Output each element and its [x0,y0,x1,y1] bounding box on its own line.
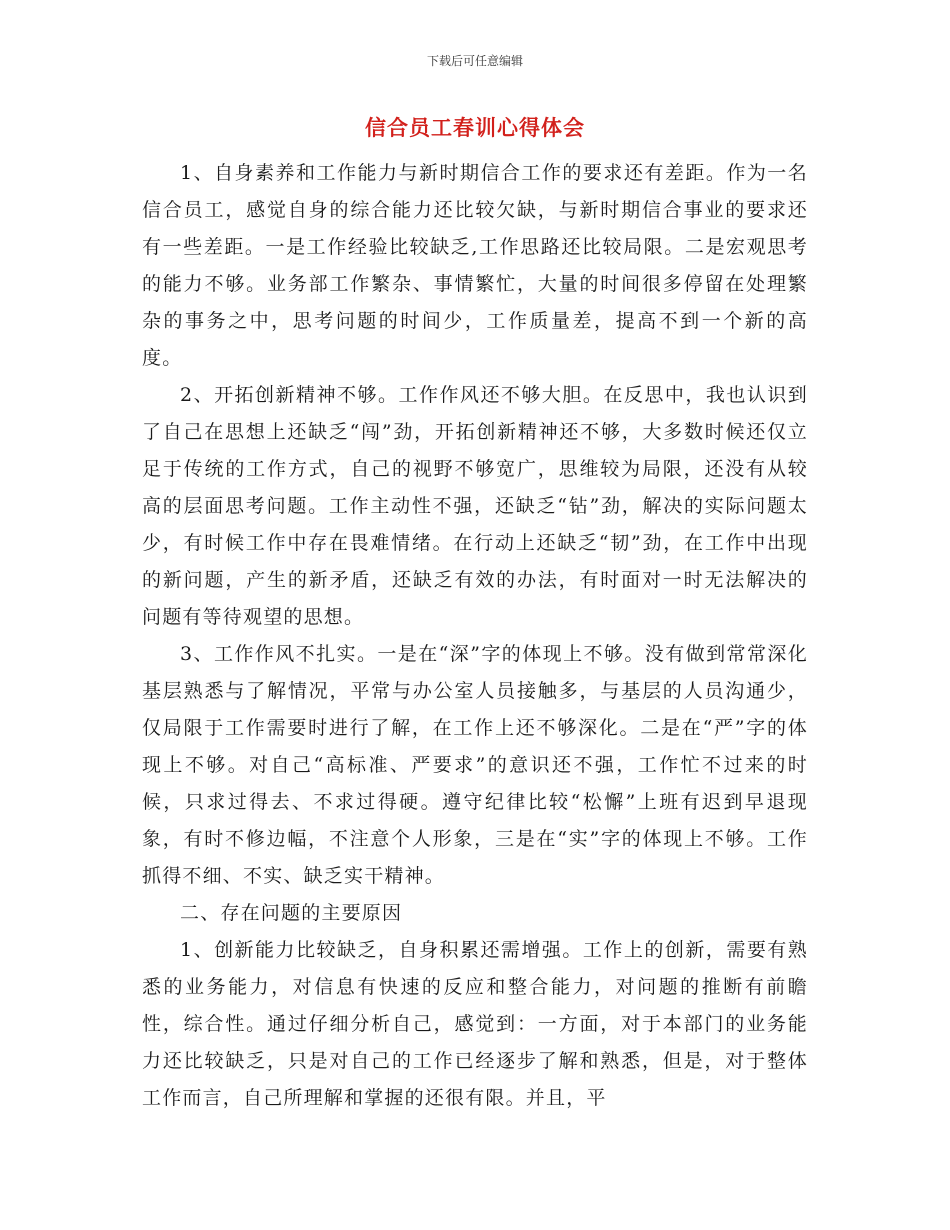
paragraph: 2、开拓创新精神不够。工作作风还不够大胆。在反思中，我也认识到了自己在思想上还缺乏“闯”劲，开拓创新精神还不够，大多数时候还仅立足于传统的工作方式，自己的视野不够宽广，思维较为局限，还没有从较高的层面思考问题。工作主动性不强，还缺乏“钻”劲，解决的实际问题太少，有时候工作中存在畏难情绪。在行动上还缺乏“韧”劲，在工作中出现的新问题，产生的新矛盾，还缺乏有效的办法，有时面对一时无法解决的问题有等待观望的思想。 [142,384,808,628]
paragraph: 1、自身素养和工作能力与新时期信合工作的要求还有差距。作为一名信合员工，感觉自身的综合能力还比较欠缺，与新时期信合事业的要求还有一些差距。一是工作经验比较缺乏,工作思路还比较局限。二是宏观思考的能力不够。业务部工作繁杂、事情繁忙，大量的时间很多停留在处理繁杂的事务之中，思考问题的时间少，工作质量差，提高不到一个新的高度。 [142,162,808,369]
paragraph: 1、创新能力比较缺乏，自身积累还需增强。工作上的创新，需要有熟悉的业务能力，对信息有快速的反应和整合能力，对问题的推断有前瞻性，综合性。通过仔细分析自己，感觉到：一方面，对于本部门的业务能力还比较缺乏，只是对自己的工作已经逐步了解和熟悉，但是，对于整体工作而言，自己所理解和掌握的还很有限。并且，平 [142,939,808,1109]
header-note: 下载后可任意编辑 [426,54,523,68]
section-heading: 二、存在问题的主要原因 [180,902,403,924]
paragraph: 3、工作作风不扎实。一是在“深”字的体现上不够。没有做到常常深化基层熟悉与了解情况，平常与办公室人员接触多，与基层的人员沟通少，仅局限于工作需要时进行了解，在工作上还不够深化。二是在“严”字的体现上不够。对自己“高标准、严要求”的意识还不强，工作忙不过来的时候，只求过得去、不求过得硬。遵守纪律比较“松懈”上班有迟到早退现象，有时不修边幅，不注意个人形象，三是在“实”字的体现上不够。工作抓得不细、不实、缺乏实干精神。 [142,643,808,887]
document-title: 信合员工春训心得体会 [365,116,585,140]
document-body [142,155,808,1117]
